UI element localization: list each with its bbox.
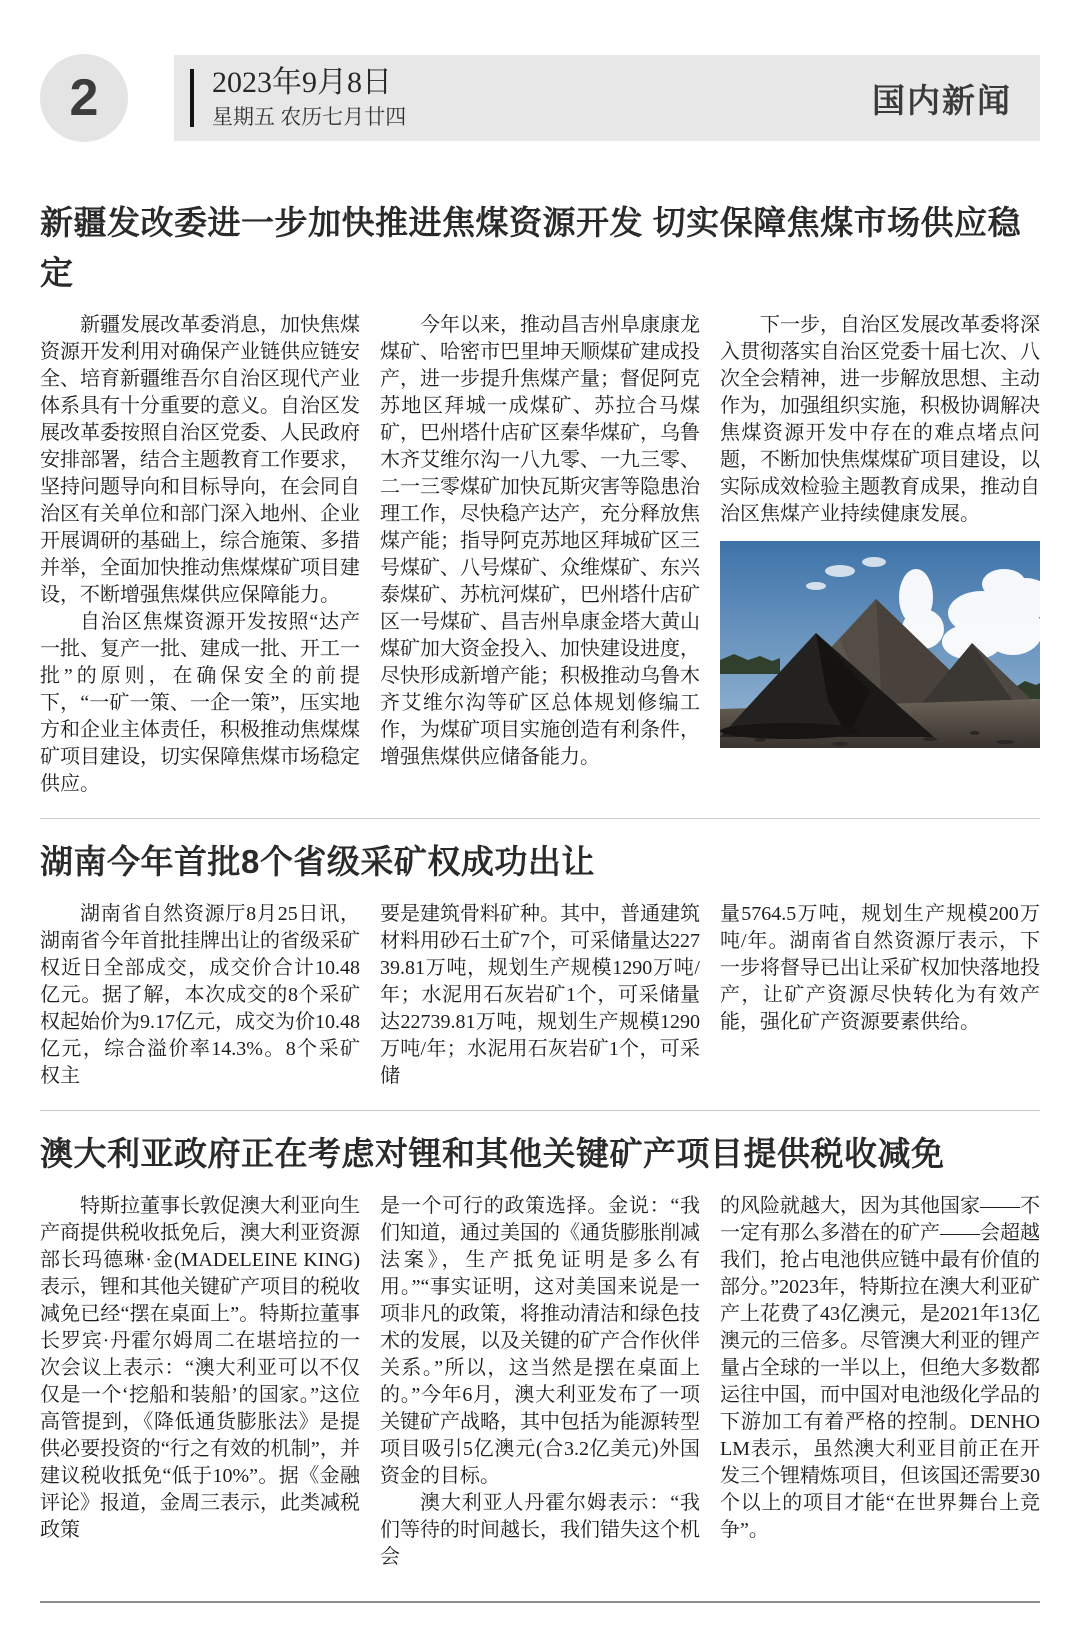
article-columns [40, 1193, 1040, 1571]
article-column-2 [380, 1193, 700, 1571]
paragraph: 的风险就越大，因为其他国家——不一定有那么多潜在的矿产——会超越我们，抢占电池供应链中最有价值的部分。”2023年，特斯拉在澳大利亚矿产上花费了43亿澳元，是2021年13亿澳元的三倍多。尽管澳大利亚的锂产量占全球的一半以上，但绝大多数都运往中国，而中国对电池级化学品的下游加工有着严格的控制。DENHOLM表示，虽然澳大利亚目前正在开发三个锂精炼项目，但该国还需要30个以上的项目才能“在世界舞台上竞争”。 [720, 1195, 1040, 1541]
article-column-1 [40, 312, 360, 798]
article-column-2 [380, 901, 700, 1090]
page-number: 2 [69, 69, 99, 127]
article-column-1 [40, 901, 360, 1090]
article-divider [40, 818, 1040, 819]
paragraph: 自治区焦煤资源开发按照“达产一批、复产一批、建成一批、开工一批”的原则，在确保安全的前提下，“一矿一策、一企一策”，压实地方和企业主体责任，积极推动焦煤煤矿项目建设，切实保障焦煤市场稳定供应。 [40, 611, 360, 795]
article-column-3 [720, 312, 1040, 798]
article-xinjiang-coking-coal [40, 198, 1040, 798]
paragraph: 澳大利亚人丹霍尔姆表示：“我们等待的时间越长，我们错失这个机会 [380, 1492, 700, 1568]
paragraph: 湖南省自然资源厅8月25日讯，湖南省今年首批挂牌出让的省级采矿权近日全部成交，成交价合计10.48亿元。据了解，本次成交的8个采矿权起始价为9.17亿元，成交为价10.48亿元，综合溢价率14.3%。8个采矿权主 [40, 903, 360, 1087]
article-title: 澳大利亚政府正在考虑对锂和其他关键矿产项目提供税收减免 [40, 1135, 945, 1172]
date-block [212, 66, 406, 131]
article-column-3 [720, 1193, 1040, 1571]
bottom-rule [40, 1601, 1040, 1603]
masthead-bar [174, 55, 1040, 141]
newspaper-page [40, 0, 1040, 1643]
article-columns [40, 312, 1040, 798]
paragraph: 特斯拉董事长敦促澳大利亚向生产商提供税收抵免后，澳大利亚资源部长玛德琳·金(MADELEINE KING)表示，锂和其他关键矿产项目的税收减免已经“摆在桌面上”。特斯拉董事长罗宾·丹霍尔姆周二在堪培拉的一次会议上表示：“澳大利亚可以不仅仅是一个‘挖船和装船’的国家。”这位高管提到，《降低通货膨胀法》是提供必要投资的“行之有效的机制”，并建议税收抵免“低于10%”。据《金融评论》报道，金周三表示，此类减税政策 [40, 1195, 360, 1541]
section-title: 国内新闻 [872, 81, 1012, 119]
coal-piles-photo [720, 541, 1040, 748]
article-hunan-mining-rights [40, 837, 1040, 1090]
article-divider [40, 1110, 1040, 1111]
paragraph: 下一步，自治区发展改革委将深入贯彻落实自治区党委十届七次、八次全会精神，进一步解放思想、主动作为，加强组织实施，积极协调解决焦煤资源开发中存在的难点堵点问题，不断加快焦煤煤矿项目建设，以实际成效检验主题教育成果，推动自治区焦煤产业持续健康发展。 [720, 314, 1040, 525]
article-column-1 [40, 1193, 360, 1571]
article-column-3 [720, 901, 1040, 1090]
article-australia-tax-credit [40, 1129, 1040, 1571]
paragraph: 今年以来，推动昌吉州阜康康龙煤矿、哈密市巴里坤天顺煤矿建成投产，进一步提升焦煤产量；督促阿克苏地区拜城一成煤矿、苏拉合马煤矿，巴州塔什店矿区秦华煤矿，乌鲁木齐艾维尔沟一八九零、一九三零、二一三零煤矿加快瓦斯灾害等隐患治理工作，尽快稳产达产，充分释放焦煤产能；指导阿克苏地区拜城矿区三号煤矿、八号煤矿、众维煤矿、东兴泰煤矿、苏杭河煤矿，巴州塔什店矿区一号煤矿、昌吉州阜康金塔大黄山煤矿加大资金投入、加快建设进度，尽快形成新增产能；积极推动乌鲁木齐艾维尔沟等矿区总体规划修编工作，为煤矿项目实施创造有利条件，增强焦煤供应储备能力。 [380, 314, 700, 768]
article-title: 新疆发改委进一步加快推进焦煤资源开发 切实保障焦煤市场供应稳定 [40, 204, 1022, 291]
article-title: 湖南今年首批8个省级采矿权成功出让 [40, 843, 595, 880]
page-number-badge [40, 54, 128, 142]
date-text: 2023年9月8日 [212, 65, 392, 99]
weekday-lunar-text: 星期五 农历七月廿四 [212, 105, 407, 130]
paragraph: 要是建筑骨料矿种。其中，普通建筑材料用砂石土矿7个，可采储量达22739.81万吨，规划生产规模1290万吨/年；水泥用石灰岩矿1个，可采储量达22739.81万吨，规划生产规模1290万吨/年；水泥用石灰岩矿1个，可采储 [380, 903, 700, 1087]
article-column-2 [380, 312, 700, 798]
paragraph: 量5764.5万吨，规划生产规模200万吨/年。湖南省自然资源厅表示，下一步将督导已出让采矿权加快落地投产，让矿产资源尽快转化为有效产能，强化矿产资源要素供给。 [720, 903, 1040, 1033]
article-columns [40, 901, 1040, 1090]
page-header [40, 54, 1040, 142]
paragraph: 新疆发展改革委消息，加快焦煤资源开发利用对确保产业链供应链安全、培育新疆维吾尔自治区现代产业体系具有十分重要的意义。自治区发展改革委按照自治区党委、人民政府安排部署，结合主题教育工作要求，坚持问题导向和目标导向，在会同自治区有关单位和部门深入地州、企业开展调研的基础上，综合施策、多措并举，全面加快推动焦煤煤矿项目建设，不断增强焦煤供应保障能力。 [40, 314, 360, 606]
paragraph: 是一个可行的政策选择。金说：“我们知道，通过美国的《通货膨胀削减法案》，生产抵免证明是多么有用。”“事实证明，这对美国来说是一项非凡的政策，将推动清洁和绿色技术的发展，以及关键的矿产合作伙伴关系。”所以，这当然是摆在桌面上的。”今年6月，澳大利亚发布了一项关键矿产战略，其中包括为能源转型项目吸引5亿澳元(合3.2亿美元)外国资金的目标。 [380, 1195, 700, 1487]
masthead-accent-line [190, 69, 194, 127]
